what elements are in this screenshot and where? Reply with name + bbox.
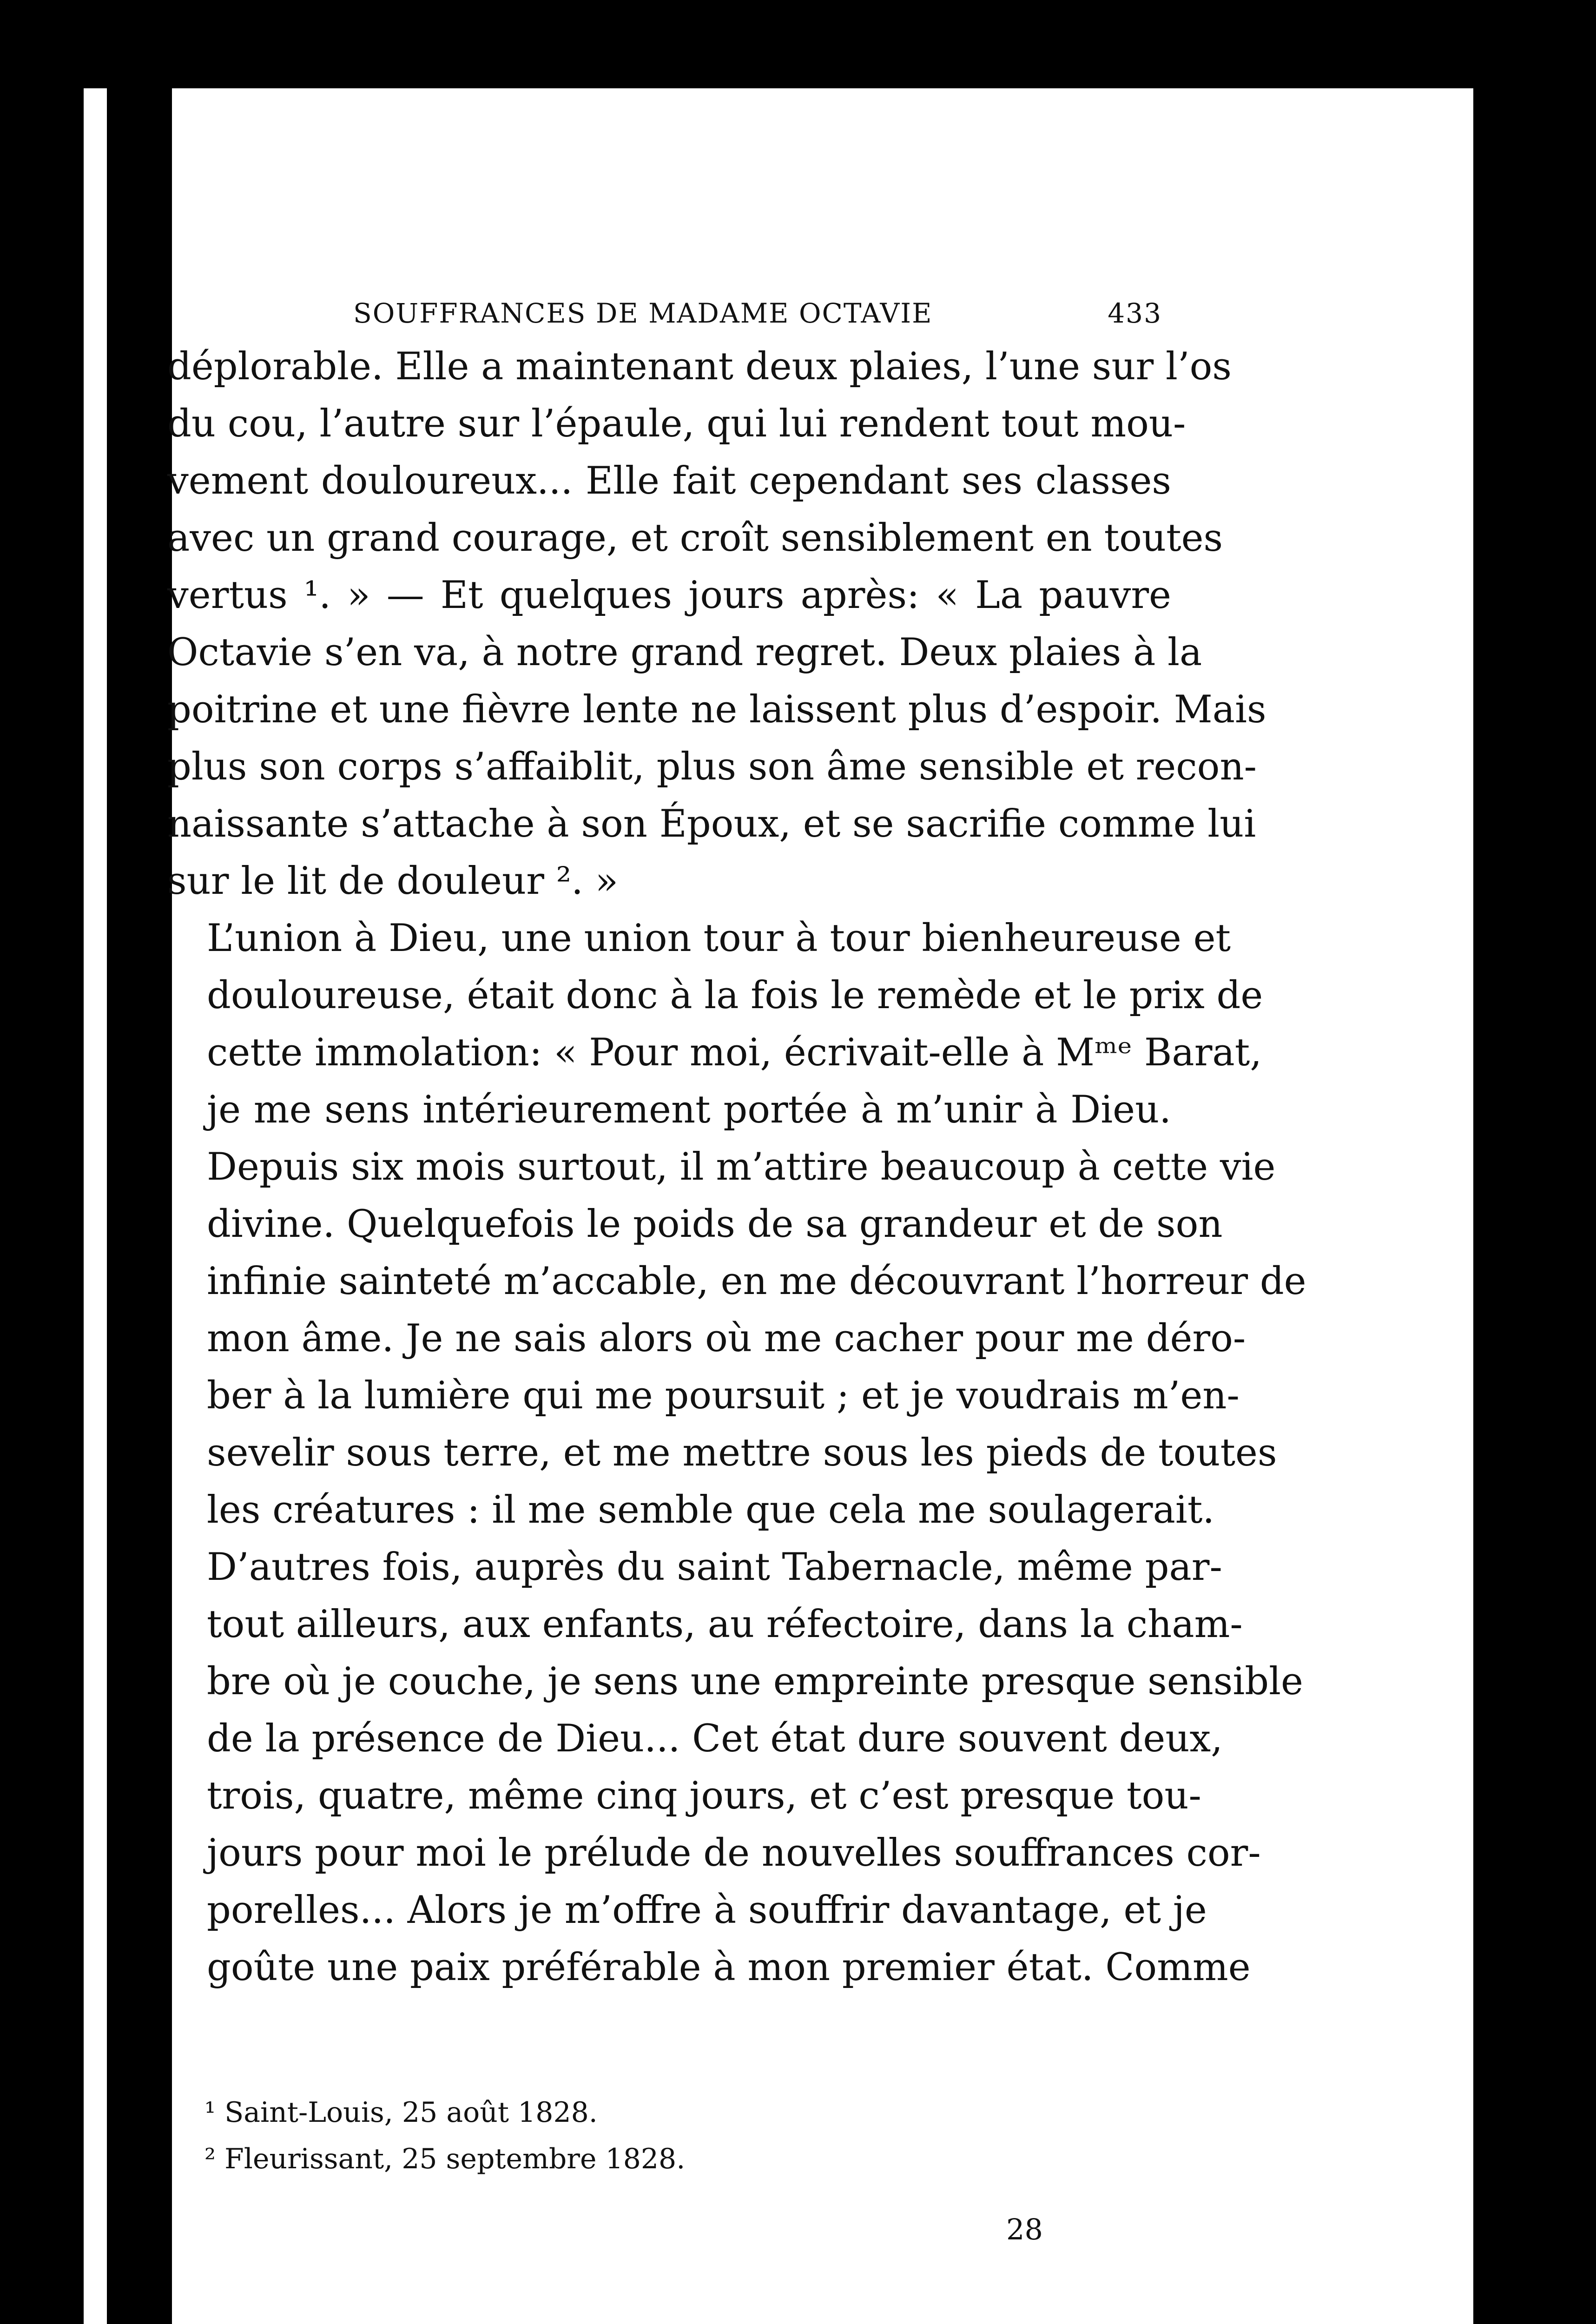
text-line: cette immolation: « Pour moi, écrivait-elle à Mᵐᵉ Barat, [207,1031,1262,1075]
text-line: sevelir sous terre, et me mettre sous les pieds de toutes [207,1431,1277,1475]
text-line: vertus ¹. » — Et quelques jours après: « La pauvre [167,574,1171,617]
text-line: poitrine et une fièvre lente ne laissent plus d’espoir. Mais [167,688,1266,732]
footnote: ¹ Saint-Louis, 25 août 1828. [204,2096,598,2129]
text-line: porelles... Alors je m’offre à souffrir davantage, et je [207,1888,1207,1932]
text-line: de la présence de Dieu... Cet état dure souvent deux, [207,1717,1223,1761]
text-line: L’union à Dieu, une union tour à tour bienheureuse et [207,917,1231,960]
paragraph [167,910,1306,1996]
text-line: je me sens intérieurement portée à m’unir à Dieu. [207,1088,1171,1132]
text-line: Octavie s’en va, à notre grand regret. Deux plaies à la [167,631,1202,674]
text-line: jours pour moi le prélude de nouvelles souffrances cor- [207,1831,1261,1875]
running-head [167,297,1171,329]
text-line: trois, quatre, même cinq jours, et c’est presque tou- [207,1774,1201,1818]
text-line: D’autres fois, auprès du saint Tabernacle, même par- [207,1545,1222,1589]
text-line: naissante s’attache à son Époux, et se sacrifie comme lui [167,802,1256,846]
text-line: ber à la lumière qui me poursuit ; et je voudrais m’en- [207,1374,1240,1418]
text-line: goûte une paix préférable à mon premier état. Comme [207,1946,1251,1989]
text-line: tout ailleurs, aux enfants, au réfectoire, dans la cham- [207,1603,1243,1646]
footnote: ² Fleurissant, 25 septembre 1828. [204,2143,686,2175]
text-line: bre où je couche, je sens une empreinte presque sensible [207,1660,1303,1703]
signature-mark: 28 [1006,2212,1043,2246]
page-number: 433 [1108,297,1162,329]
text-line: sur le lit de douleur ². » [167,859,619,903]
text-line: avec un grand courage, et croît sensiblement en toutes [167,516,1223,560]
text-line: divine. Quelquefois le poids de sa grandeur et de son [207,1202,1223,1246]
running-head-title: SOUFFRANCES DE MADAME OCTAVIE [353,297,933,329]
text-line: infinie sainteté m’accable, en me découvrant l’horreur de [207,1260,1306,1303]
scan-left-margin-strip [107,88,172,2324]
text-line: du cou, l’autre sur l’épaule, qui lui rendent tout mou- [167,402,1186,446]
page-text-block [167,297,1306,2182]
footnotes [167,2089,1171,2182]
paragraph [167,338,1266,910]
text-line: mon âme. Je ne sais alors où me cacher pour me déro- [207,1317,1246,1360]
text-line: Depuis six mois surtout, il m’attire beaucoup à cette vie [207,1145,1276,1189]
text-line: déplorable. Elle a maintenant deux plaies, l’une sur l’os [167,345,1232,389]
body-text [167,338,1306,1996]
text-line: plus son corps s’affaiblit, plus son âme sensible et recon- [167,745,1257,789]
text-line: douloureuse, était donc à la fois le remède et le prix de [207,974,1263,1017]
text-line: les créatures : il me semble que cela me soulagerait. [207,1488,1215,1532]
text-line: vement douloureux... Elle fait cependant ses classes [167,459,1171,503]
